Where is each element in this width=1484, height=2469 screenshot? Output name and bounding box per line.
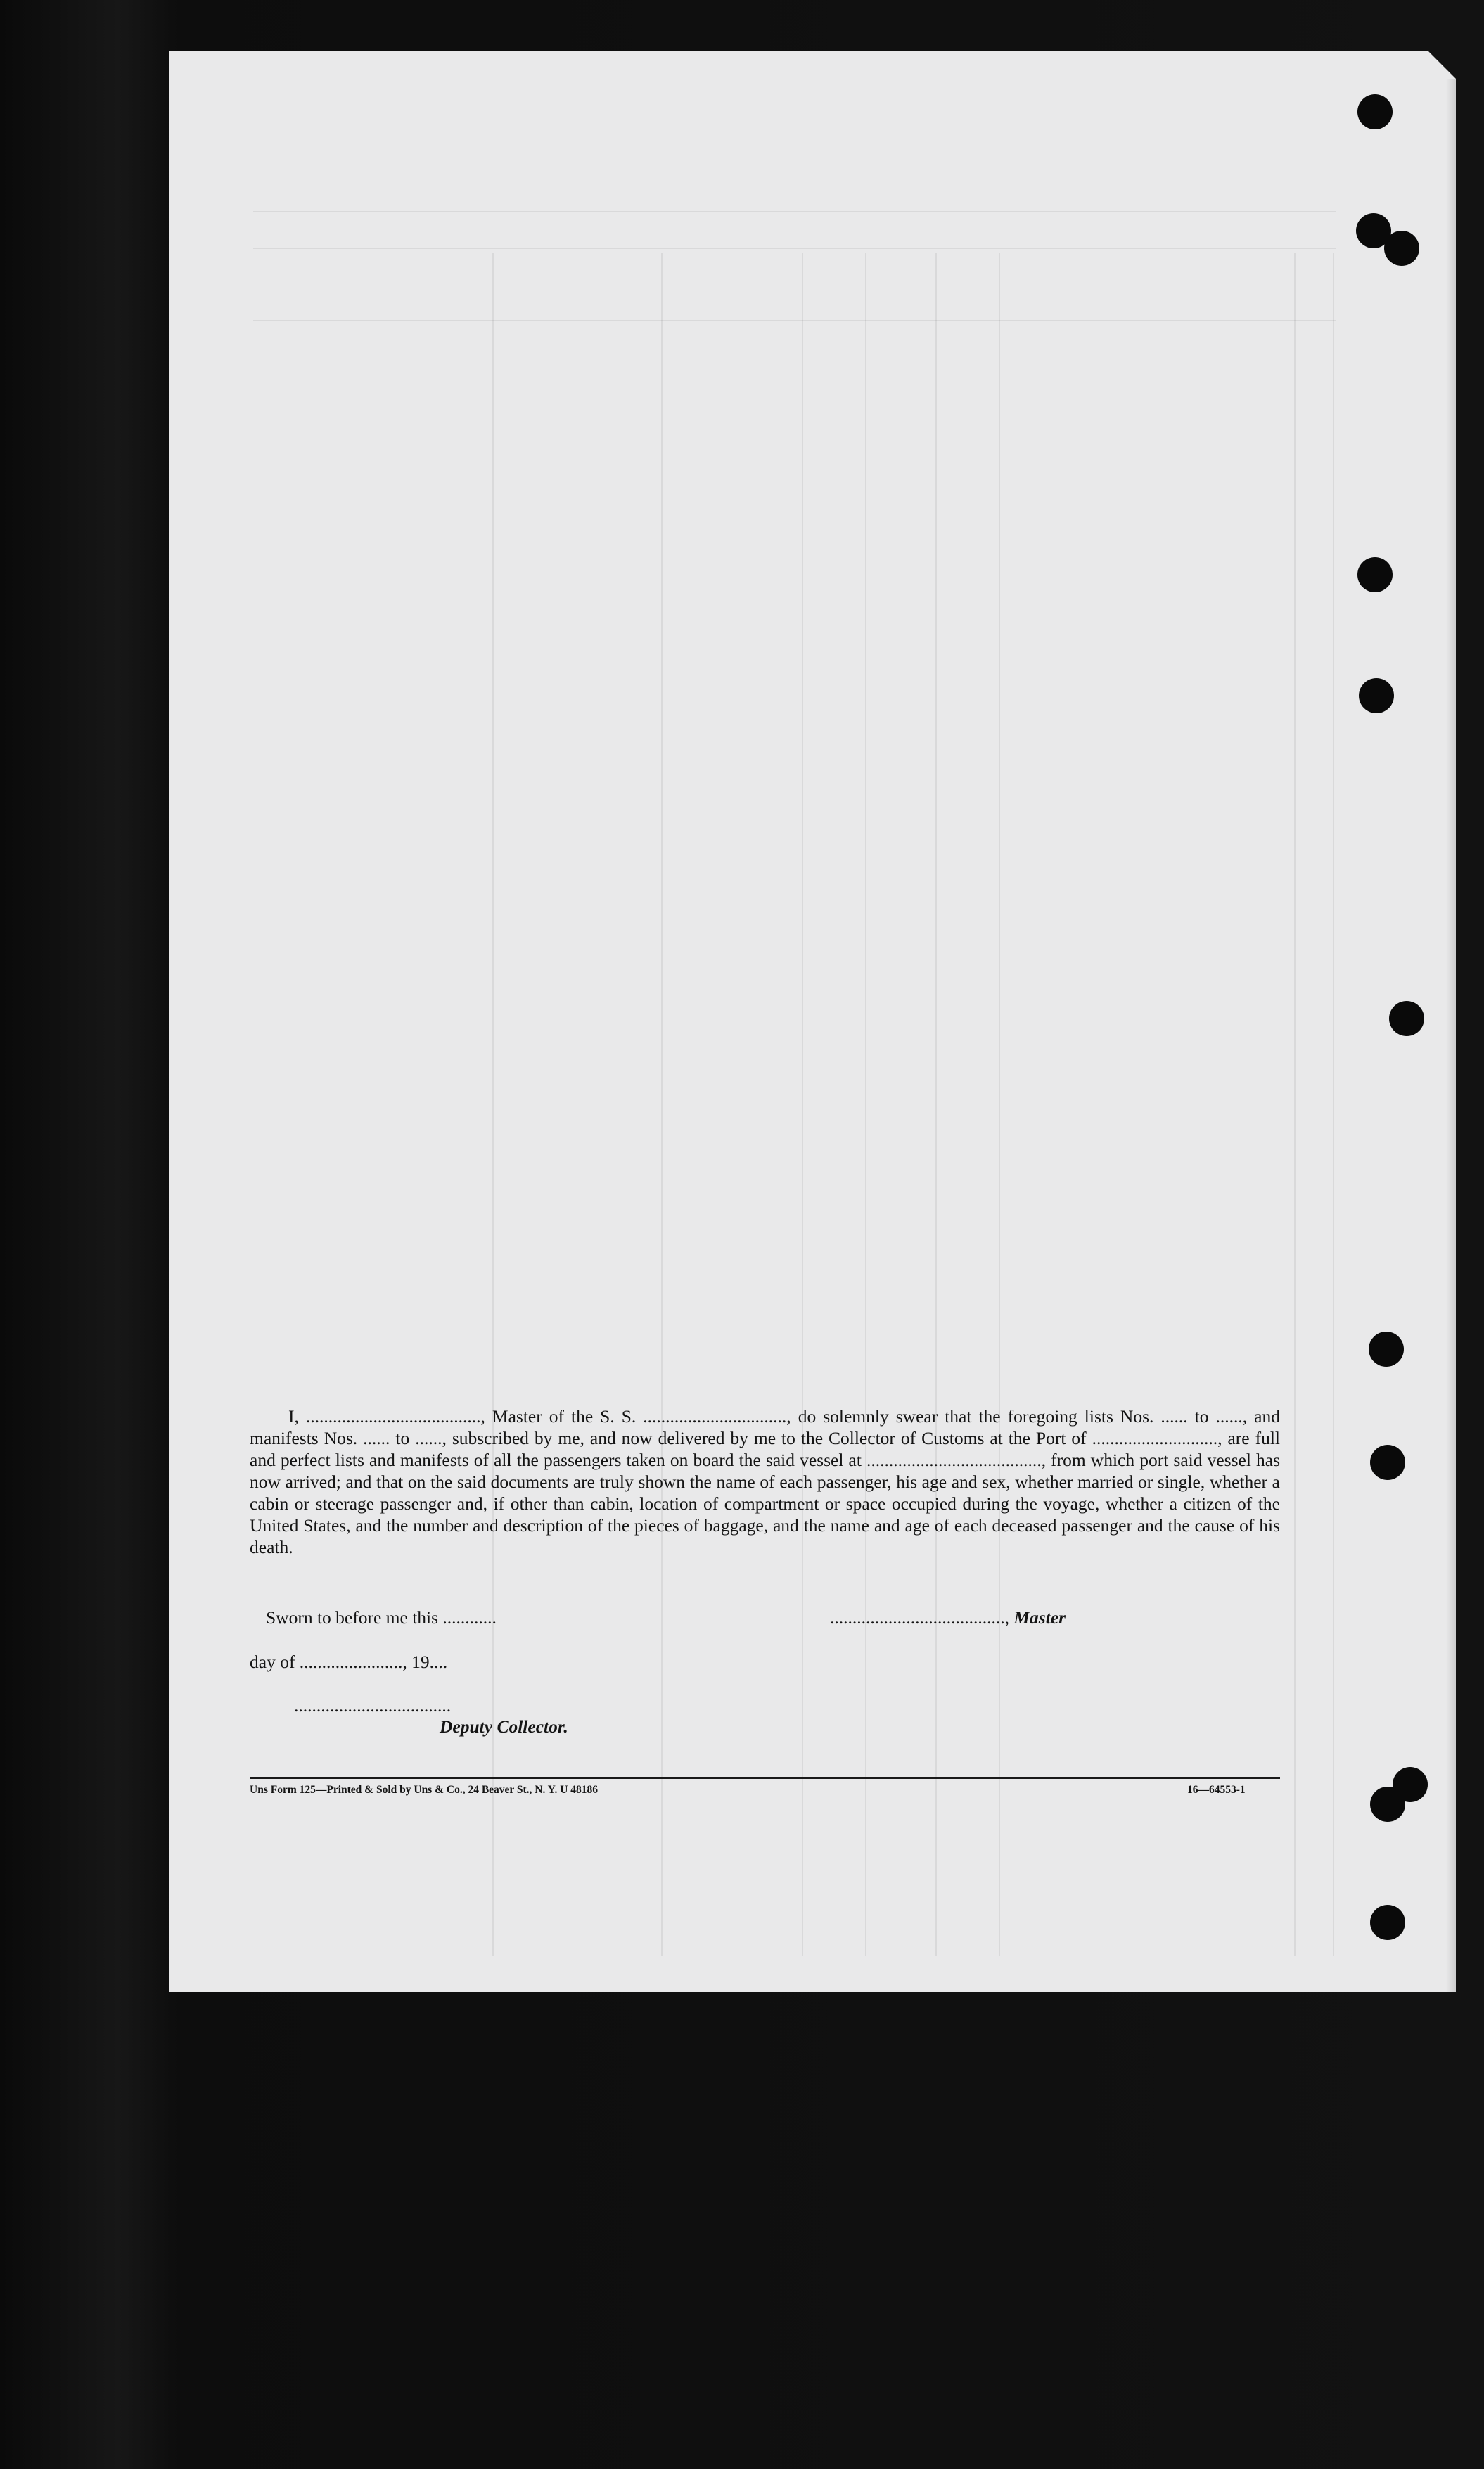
show-through-column-line <box>661 253 663 1956</box>
punch-hole <box>1370 1905 1405 1940</box>
show-through-rule <box>253 320 1336 321</box>
punch-hole <box>1357 94 1393 129</box>
punch-hole <box>1359 678 1394 713</box>
punch-hole <box>1370 1787 1405 1822</box>
footer-rule <box>250 1777 1280 1779</box>
show-through-rule <box>253 211 1336 212</box>
punch-hole <box>1370 1445 1405 1480</box>
show-through-rule <box>253 248 1336 249</box>
show-through-column-line <box>802 253 803 1956</box>
show-through-column-line <box>1294 253 1296 1956</box>
master-oath-paragraph <box>250 1405 1280 1558</box>
page-edge-shadow <box>1446 79 1456 1992</box>
form-number-text: 16—64553-1 <box>1187 1784 1246 1796</box>
deputy-signature-dots <box>294 1695 451 1716</box>
master-signature-line <box>830 1607 1066 1628</box>
printer-imprint <box>250 1784 598 1797</box>
form-number <box>1187 1784 1246 1797</box>
master-dots: ......................................., <box>830 1607 1014 1628</box>
deputy-collector-label <box>440 1716 568 1737</box>
day-of-line <box>250 1652 447 1673</box>
sworn-text: Sworn to before me this ............ <box>266 1607 497 1628</box>
day-of-text: day of ......................., 19.... <box>250 1652 448 1672</box>
deputy-dots: ................................... <box>294 1695 452 1716</box>
show-through-column-line <box>1333 253 1334 1956</box>
show-through-column-line <box>865 253 866 1956</box>
show-through-column-line <box>935 253 937 1956</box>
punch-hole <box>1369 1332 1404 1367</box>
show-through-column-line <box>492 253 494 1956</box>
master-label: Master <box>1013 1607 1066 1628</box>
sworn-before-line <box>266 1607 497 1628</box>
punch-hole <box>1389 1001 1424 1036</box>
punch-hole <box>1384 231 1419 266</box>
deputy-label: Deputy Collector. <box>440 1716 568 1737</box>
punch-hole <box>1357 557 1393 592</box>
printer-imprint-text: Uns Form 125—Printed & Sold by Uns & Co., 24 Beaver St., N. Y. U 48186 <box>250 1784 599 1796</box>
oath-text: I, ......................................., Master of the S. S. ................................, do solemnly swear that the foregoing lists Nos. ...... to ......, and manifests Nos. ...... to ......, subscribed by me, and now delivered by me to the Collector of Customs at the Port of ............................, are full and perfect lists and manifests of all the passengers taken on board the said vessel at ......................................., from which port said vessel has now arrived; and that on the said documents are truly shown the name of each passenger, his age and sex, whether married or single, whether a cabin or steerage passenger and, if other than cabin, location of compartment or space occupied during the voyage, whether a citizen of the United States, and the number and description of the pieces of baggage, and the name and age of each deceased passenger and the cause of his death. <box>250 1406 1280 1557</box>
show-through-column-line <box>999 253 1000 1956</box>
